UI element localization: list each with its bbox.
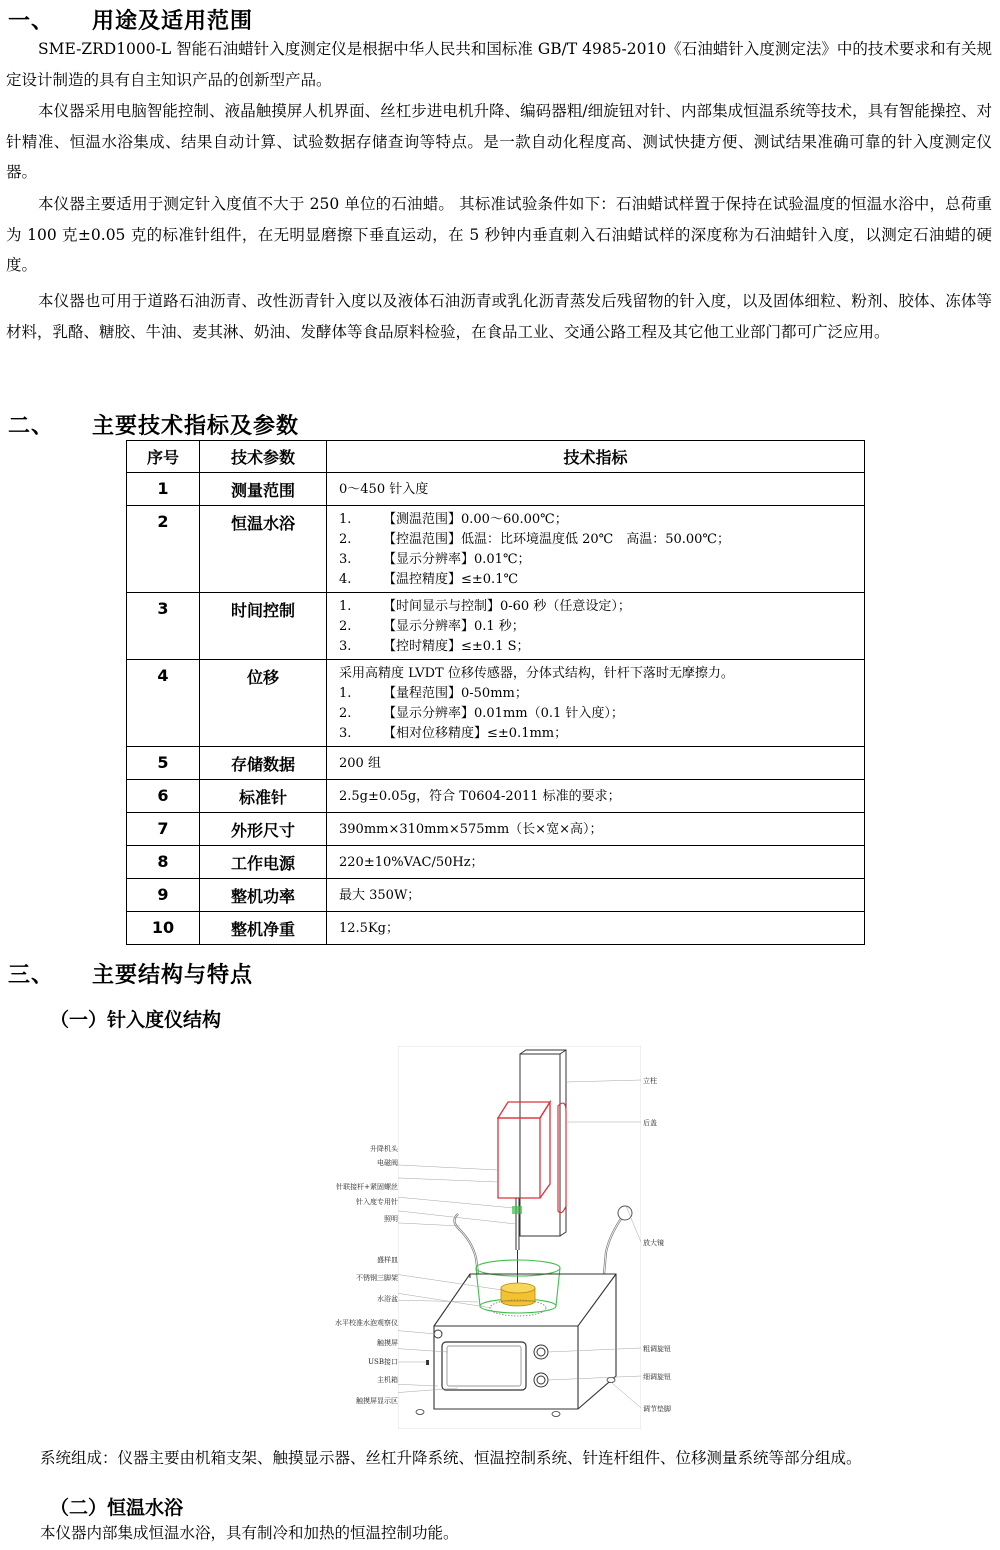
spec-table-header-row [127,441,865,473]
label-lifting-head: 升降机头 [370,1145,398,1153]
label-main-box: 主机箱 [377,1376,398,1384]
label-special-needle: 针入度专用针 [356,1198,398,1206]
spec-list-item [339,704,854,724]
spec-value-text: 最大 350W； [339,888,421,903]
spec-index: 8 [127,846,200,879]
spec-value-text: 0～450 针入度 [339,482,429,497]
spec-list-item [339,724,854,744]
label-rear-cover: 后盖 [643,1119,657,1127]
spec-list-item [339,597,854,617]
spec-index: 7 [127,813,200,846]
spec-row [127,747,865,780]
spec-list-text: 【控时精度】≤±0.1 S； [383,639,530,654]
spec-parameter-name: 位移 [200,660,327,747]
spec-value-text: 220±10%VAC/50Hz； [339,855,484,870]
label-tripod: 不锈钢三脚架 [356,1274,398,1282]
spec-list-number: 4. [339,572,352,587]
section-3-number: 三、 [8,963,55,988]
magnifier-lens [618,1206,632,1220]
spec-list-item [339,684,854,704]
spec-parameter-name: 外形尺寸 [200,813,327,846]
spec-list-number: 3. [339,552,352,567]
spec-list-number: 1. [339,599,352,614]
spec-row [127,846,865,879]
spec-list-number: 2. [339,532,352,547]
spec-row [127,473,865,506]
spec-parameter-name: 恒温水浴 [200,506,327,593]
spec-list-number: 3. [339,639,352,654]
spec-index: 3 [127,593,200,660]
spec-value [327,912,865,945]
spec-row [127,780,865,813]
spec-list-text: 【显示分辨率】0.1 秒； [383,619,525,634]
section-2-number: 二、 [8,414,55,439]
label-coarse-knob: 粗调旋钮 [643,1345,671,1353]
spec-list-text: 【显示分辨率】0.01℃； [383,552,531,567]
intro-paragraph-1: SME-ZRD1000-L 智能石油蜡针入度测定仪是根据中华人民共和国标准 GB/T 4985-2010《石油蜡针入度测定法》中的技术要求和有关规定设计制造的具有自主知识产品的创新型产品。 [6,40,992,89]
subsection-bath-heading: （二）恒温水浴 [50,1497,184,1519]
spec-list-number: 1. [339,686,352,701]
spec-list-text: 【显示分辨率】0.01mm（0.1 针入度）； [383,706,624,721]
spec-list-number: 3. [339,726,352,741]
spec-index: 1 [127,473,200,506]
spec-value [327,473,865,506]
label-solenoid-valve: 电磁阀 [377,1159,398,1167]
header-parameter: 技术参数 [200,441,327,473]
section-1-heading [8,4,253,35]
spec-parameter-name: 整机功率 [200,879,327,912]
header-specification: 技术指标 [327,441,865,473]
spec-list-item [339,637,854,657]
spec-value-intro: 采用高精度 LVDT 位移传感器，分体式结构，针杆下落时无摩擦力。 [339,666,734,681]
label-lighting: 照明 [384,1215,398,1223]
spec-list-text: 【量程范围】0-50mm； [383,686,528,701]
label-water-bath: 水浴盆 [377,1295,398,1303]
spec-list-text: 【温控精度】≤±0.1℃ [383,572,519,587]
spec-list-number: 2. [339,619,352,634]
spec-table [126,440,865,945]
spec-parameter-name: 整机净重 [200,912,327,945]
spec-parameter-name: 存储数据 [200,747,327,780]
spec-value [327,660,865,747]
section-2-title: 主要技术指标及参数 [92,414,300,439]
spec-value [327,846,865,879]
section-3-heading [8,958,253,989]
spec-list-number: 2. [339,706,352,721]
spec-parameter-name: 测量范围 [200,473,327,506]
intro-paragraph-4: 本仪器也可用于道路石油沥青、改性沥青针入度以及液体石油沥青或乳化沥青蒸发后残留物的针入度，以及固体细粒、粉剂、胶体、冻体等材料，乳酪、糖胶、牛油、麦其淋、奶油、发酵体等食品原料检验，在食品工业、交通公路工程及其它他工业部门都可广泛应用。 [6,292,992,341]
label-level-bubble: 水平校准水泡观察仪 [335,1319,398,1327]
label-magnifier: 放大镜 [643,1239,664,1247]
spec-value [327,593,865,660]
system-composition-text: 系统组成：仪器主要由机箱支架、触摸显示器、丝杠升降系统、恒温控制系统、针连杆组件、位移测量系统等部分组成。 [40,1449,862,1467]
spec-index: 10 [127,912,200,945]
section-2-heading [8,409,299,440]
spec-row [127,506,865,593]
label-needle-rod: 针联接杆+紧固螺丝 [336,1183,398,1191]
spec-list-number: 1. [339,512,352,527]
spec-value [327,879,865,912]
clamp-screw-marker [512,1206,522,1214]
spec-row [127,660,865,747]
penetrometer-structure-diagram [398,1046,641,1429]
spec-value-text: 200 组 [339,756,381,771]
bath-description-text: 本仪器内部集成恒温水浴，具有制冷和加热的恒温控制功能。 [40,1524,459,1542]
spec-value [327,813,865,846]
spec-list-text: 【控温范围】低温：比环境温度低 20℃ 高温：50.00℃； [383,532,730,547]
spec-index: 2 [127,506,200,593]
spec-list-text: 【测温范围】0.00～60.00℃； [383,512,568,527]
spec-list-text: 【时间显示与控制】0-60 秒（任意设定）； [383,599,631,614]
spec-index: 5 [127,747,200,780]
spec-index: 4 [127,660,200,747]
spec-index: 9 [127,879,200,912]
spec-value [327,506,865,593]
subsection-structure-heading: （一）针入度仪结构 [50,1009,222,1031]
usb-port [426,1360,429,1365]
section-1-number: 一、 [8,9,55,34]
label-column: 立柱 [643,1077,657,1085]
intro-paragraph-3: 本仪器主要适用于测定针入度值不大于 250 单位的石油蜡。 其标准试验条件如下：石油蜡试样置于保持在试验温度的恒温水浴中，总荷重为 100 克±0.05 克的标准针组件，在无明显磨擦下垂直运动，在 5 秒钟内垂直刺入石油蜡试样的深度称为石油蜡针入度，以测定石油蜡的硬度。 [6,195,992,274]
spec-row [127,813,865,846]
label-fine-knob: 细调旋钮 [643,1373,671,1381]
label-usb: USB接口 [368,1358,398,1366]
section-3-title: 主要结构与特点 [92,963,254,988]
intro-paragraph-2: 本仪器采用电脑智能控制、液晶触摸屏人机界面、丝杠步进电机升降、编码器粗/细旋钮对针、内部集成恒温系统等技术，具有智能操控、对针精准、恒温水浴集成、结果自动计算、试验数据存储查询等特点。是一款自动化程度高、测试快捷方便、测试结果准确可靠的针入度测定仪器。 [6,102,992,181]
label-display-area: 触摸屏显示区 [356,1397,398,1405]
spec-row [127,879,865,912]
spec-parameter-name: 时间控制 [200,593,327,660]
spec-list-item [339,550,854,570]
spec-index: 6 [127,780,200,813]
spec-list-item [339,510,854,530]
spec-parameter-name: 标准针 [200,780,327,813]
header-index: 序号 [127,441,200,473]
spec-value-text: 2.5g±0.05g，符合 T0604-2011 标准的要求； [339,789,621,804]
label-touchscreen: 触摸屏 [377,1339,398,1347]
sample-dish [501,1283,535,1306]
label-sample-dish: 盛样皿 [377,1256,398,1264]
spec-table-body [127,473,865,945]
spec-list-text: 【相对位移精度】≤±0.1mm； [383,726,568,741]
spec-list-item [339,617,854,637]
label-leveling-feet: 调节垫脚 [643,1405,671,1413]
spec-value-text: 12.5Kg； [339,921,399,936]
section-1-title: 用途及适用范围 [92,9,254,34]
spec-value-text: 390mm×310mm×575mm（长×宽×高）； [339,822,603,837]
spec-list-item [339,570,854,590]
spec-list-item [339,530,854,550]
spec-value [327,780,865,813]
spec-row [127,593,865,660]
spec-value [327,747,865,780]
spec-row [127,912,865,945]
spec-parameter-name: 工作电源 [200,846,327,879]
